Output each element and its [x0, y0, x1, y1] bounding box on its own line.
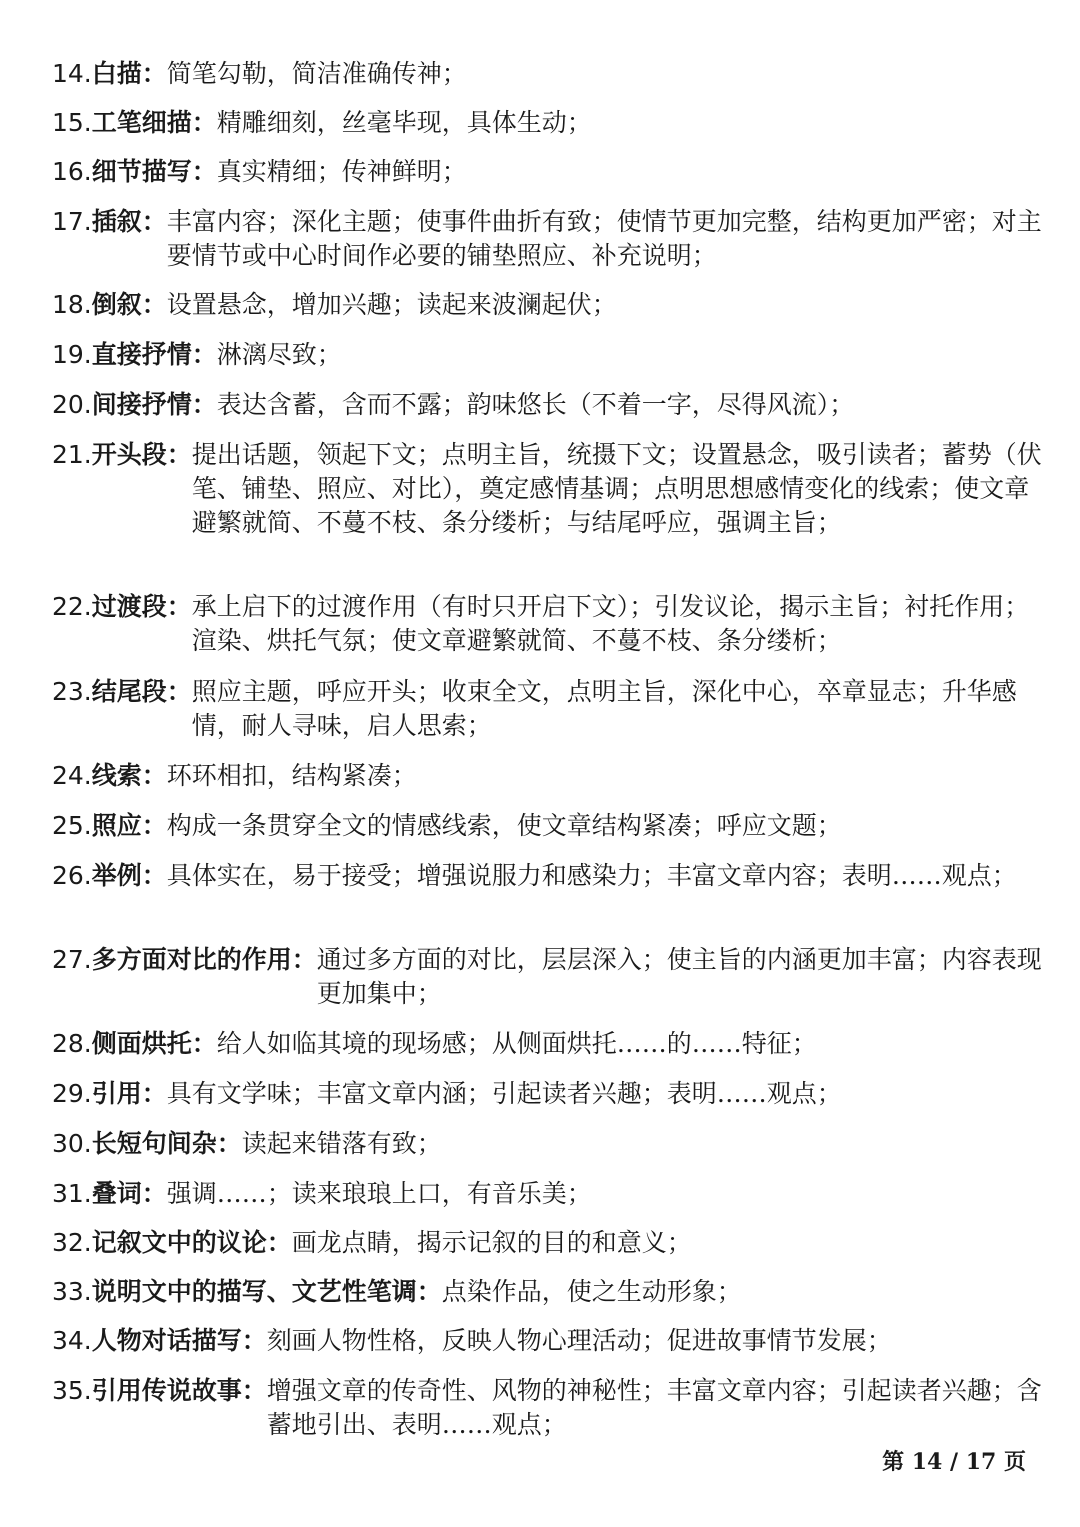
list-item [52, 155, 1042, 189]
entry-heading [52, 590, 192, 624]
entry-description: 点染作品，使之生动形象； [441, 1277, 742, 1306]
list-item [52, 759, 1042, 793]
entry-heading [52, 288, 167, 322]
entry-description: 淋漓尽致； [216, 340, 342, 369]
entry-heading [52, 338, 217, 372]
entry-term: 开头段： [91, 440, 192, 469]
list-item [52, 859, 1042, 893]
entry-heading [52, 859, 167, 893]
entry-number: 23. [52, 677, 92, 706]
entry-number: 30. [52, 1129, 92, 1158]
entry-number: 20. [52, 390, 92, 419]
entry-description: 真实精细；传神鲜明； [216, 157, 467, 186]
entry-description: 构成一条贯穿全文的情感线索，使文章结构紧凑；呼应文题； [166, 811, 842, 840]
entry-term: 细节描写： [91, 157, 217, 186]
entry-heading [52, 1077, 167, 1111]
entry-heading [52, 57, 167, 91]
entry-heading [52, 1324, 267, 1358]
list-item [52, 205, 1042, 273]
entry-term: 说明文中的描写、文艺性笔调： [91, 1277, 442, 1306]
page-number: 第 14 / 17 页 [882, 1449, 1026, 1475]
entry-description: 增强文章的传奇性、风物的神秘性；丰富文章内容；引起读者兴趣；含蓄地引出、表明……观点； [266, 1376, 1042, 1439]
entry-description: 精雕细刻，丝毫毕现，具体生动； [216, 108, 592, 137]
entry-number: 26. [52, 861, 92, 890]
entry-description: 设置悬念，增加兴趣；读起来波澜起伏； [166, 290, 617, 319]
entry-number: 16. [52, 157, 92, 186]
entry-term: 叠词： [91, 1179, 167, 1208]
entry-number: 25. [52, 811, 92, 840]
list-item [52, 1077, 1042, 1111]
entry-term: 引用： [91, 1079, 167, 1108]
list-item [52, 1374, 1042, 1442]
entry-term: 举例： [91, 861, 167, 890]
list-item [52, 1226, 1042, 1260]
entry-term: 白描： [91, 59, 167, 88]
entry-number: 33. [52, 1277, 92, 1306]
list-item [52, 1275, 1042, 1309]
entry-term: 线索： [91, 761, 167, 790]
list-item [52, 1027, 1042, 1061]
entry-heading [52, 943, 317, 977]
entry-description: 简笔勾勒，简洁准确传神； [166, 59, 467, 88]
entry-number: 35. [52, 1376, 92, 1405]
entry-description: 通过多方面的对比，层层深入；使主旨的内涵更加丰富；内容表现更加集中； [316, 945, 1042, 1008]
entry-number: 22. [52, 592, 92, 621]
entry-description: 表达含蓄，含而不露；韵味悠长（不着一字，尽得风流）； [216, 390, 855, 419]
entry-heading [52, 438, 192, 472]
entry-number: 21. [52, 440, 92, 469]
entry-description: 读起来错落有致； [241, 1129, 442, 1158]
entry-description: 丰富内容；深化主题；使事件曲折有致；使情节更加完整，结构更加严密；对主要情节或中心时间作必要的铺垫照应、补充说明； [166, 207, 1042, 270]
entry-heading [52, 1226, 292, 1260]
entry-term: 工笔细描： [91, 108, 217, 137]
entry-number: 27. [52, 945, 92, 974]
entry-heading [52, 388, 217, 422]
list-item [52, 338, 1042, 372]
list-item [52, 1177, 1042, 1211]
entry-heading [52, 155, 217, 189]
entry-number: 28. [52, 1029, 92, 1058]
list-item [52, 106, 1042, 140]
list-item [52, 288, 1042, 322]
entry-number: 15. [52, 108, 92, 137]
entry-term: 过渡段： [91, 592, 192, 621]
entry-heading [52, 1027, 217, 1061]
list-item [52, 675, 1042, 743]
entry-description: 画龙点睛，揭示记叙的目的和意义； [291, 1228, 692, 1257]
entry-description: 刻画人物性格，反映人物心理活动；促进故事情节发展； [266, 1326, 892, 1355]
entry-heading [52, 809, 167, 843]
entry-heading [52, 1374, 267, 1408]
entry-term: 倒叙： [91, 290, 167, 319]
entry-description: 给人如临其境的现场感；从侧面烘托……的……特征； [216, 1029, 817, 1058]
entry-term: 间接抒情： [91, 390, 217, 419]
list-item [52, 57, 1042, 91]
entry-term: 引用传说故事： [91, 1376, 267, 1405]
entry-heading [52, 1177, 167, 1211]
entry-description: 强调……；读来琅琅上口，有音乐美； [166, 1179, 592, 1208]
entry-description: 具体实在，易于接受；增强说服力和感染力；丰富文章内容；表明……观点； [166, 861, 1017, 890]
list-item [52, 438, 1042, 540]
entry-number: 17. [52, 207, 92, 236]
entry-term: 长短句间杂： [91, 1129, 242, 1158]
list-item [52, 388, 1042, 422]
entry-description: 承上启下的过渡作用（有时只开启下文）；引发议论，揭示主旨；衬托作用；渲染、烘托气氛；使文章避繁就简、不蔓不枝、条分缕析； [191, 592, 1030, 655]
entry-description: 具有文学味；丰富文章内涵；引起读者兴趣；表明……观点； [166, 1079, 842, 1108]
entry-term: 照应： [91, 811, 167, 840]
entry-heading [52, 205, 167, 239]
entry-heading [52, 1275, 442, 1309]
entry-number: 14. [52, 59, 92, 88]
entry-term: 侧面烘托： [91, 1029, 217, 1058]
entry-term: 插叙： [91, 207, 167, 236]
entry-heading [52, 759, 167, 793]
entry-term: 结尾段： [91, 677, 192, 706]
list-item [52, 1127, 1042, 1161]
entry-heading [52, 675, 192, 709]
entry-number: 29. [52, 1079, 92, 1108]
entry-number: 19. [52, 340, 92, 369]
entry-description: 照应主题，呼应开头；收束全文，点明主旨，深化中心，卒章显志；升华感情，耐人寻味，启人思索； [191, 677, 1017, 740]
entry-heading [52, 1127, 242, 1161]
entry-number: 32. [52, 1228, 92, 1257]
entry-description: 提出话题，领起下文；点明主旨，统摄下文；设置悬念，吸引读者；蓄势（伏笔、铺垫、照应、对比），奠定感情基调；点明思想感情变化的线索；使文章避繁就简、不蔓不枝、条分缕析；与结尾呼应，强调主旨； [191, 440, 1042, 537]
entry-term: 直接抒情： [91, 340, 217, 369]
list-item [52, 943, 1042, 1011]
entry-number: 31. [52, 1179, 92, 1208]
entry-description: 环环相扣，结构紧凑； [166, 761, 417, 790]
entry-term: 人物对话描写： [91, 1326, 267, 1355]
entry-number: 18. [52, 290, 92, 319]
entry-term: 多方面对比的作用： [91, 945, 317, 974]
entry-number: 34. [52, 1326, 92, 1355]
entry-term: 记叙文中的议论： [91, 1228, 292, 1257]
entry-heading [52, 106, 217, 140]
list-item [52, 809, 1042, 843]
entry-number: 24. [52, 761, 92, 790]
list-item [52, 1324, 1042, 1358]
list-item [52, 590, 1042, 658]
